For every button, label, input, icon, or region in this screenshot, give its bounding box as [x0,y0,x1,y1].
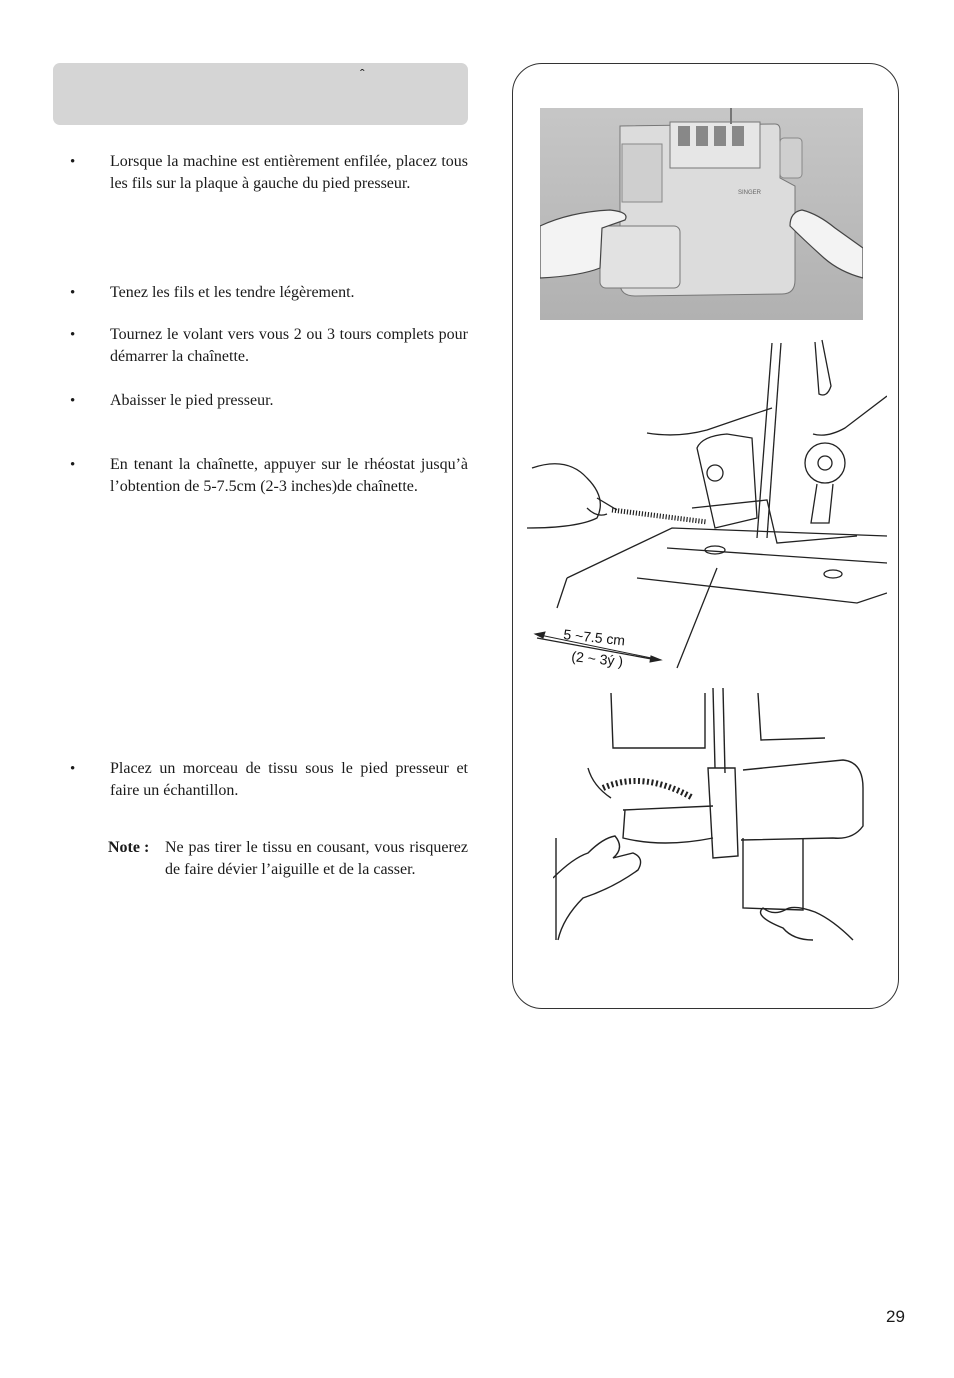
bullet: • [70,393,76,409]
section-header-bar [53,63,468,125]
bullet: • [70,154,76,170]
step-4-text: Abaisser le pied presseur. [110,392,274,409]
machine-photo-illustration [540,108,863,320]
step-6-text: Placez un morceau de tissu sous le pied presseur et faire un échantillon. [110,760,468,799]
bullet: • [70,457,76,473]
step-3-text: Tournez le volant vers vous 2 ou 3 tours complets pour démarrer la chaînette. [110,326,468,365]
note-text: Ne pas tirer le tissu en cousant, vous risquerez de faire dévier l’aiguille et de la casser. [165,839,468,878]
chain-measure-illustration [527,338,887,673]
bullet: • [70,327,76,343]
bullet: • [70,285,76,301]
page-number: 29 [886,1307,905,1326]
bullet: • [70,761,76,777]
step-2-text: Tenez les fils et les tendre légèrement. [110,284,355,301]
sewing-sample-illustration [553,688,873,943]
step-5-text: En tenant la chaînette, appuyer sur le rhéostat jusqu’à l’obtention de 5-7.5cm (2-3 inches)de chaînette. [110,456,468,495]
header-accent-mark: ˆ [360,66,365,82]
measure-inch-label: (2 ~ 3ý ) [570,648,624,670]
step-1-text: Lorsque la machine est entièrement enfilée, placez tous les fils sur la plaque à gauche du pied presseur. [110,153,468,192]
measure-cm-label: 5 ~7.5 cm [562,626,626,649]
note-label: Note : [108,839,150,856]
machine-brand-label: SINGER [738,190,762,196]
